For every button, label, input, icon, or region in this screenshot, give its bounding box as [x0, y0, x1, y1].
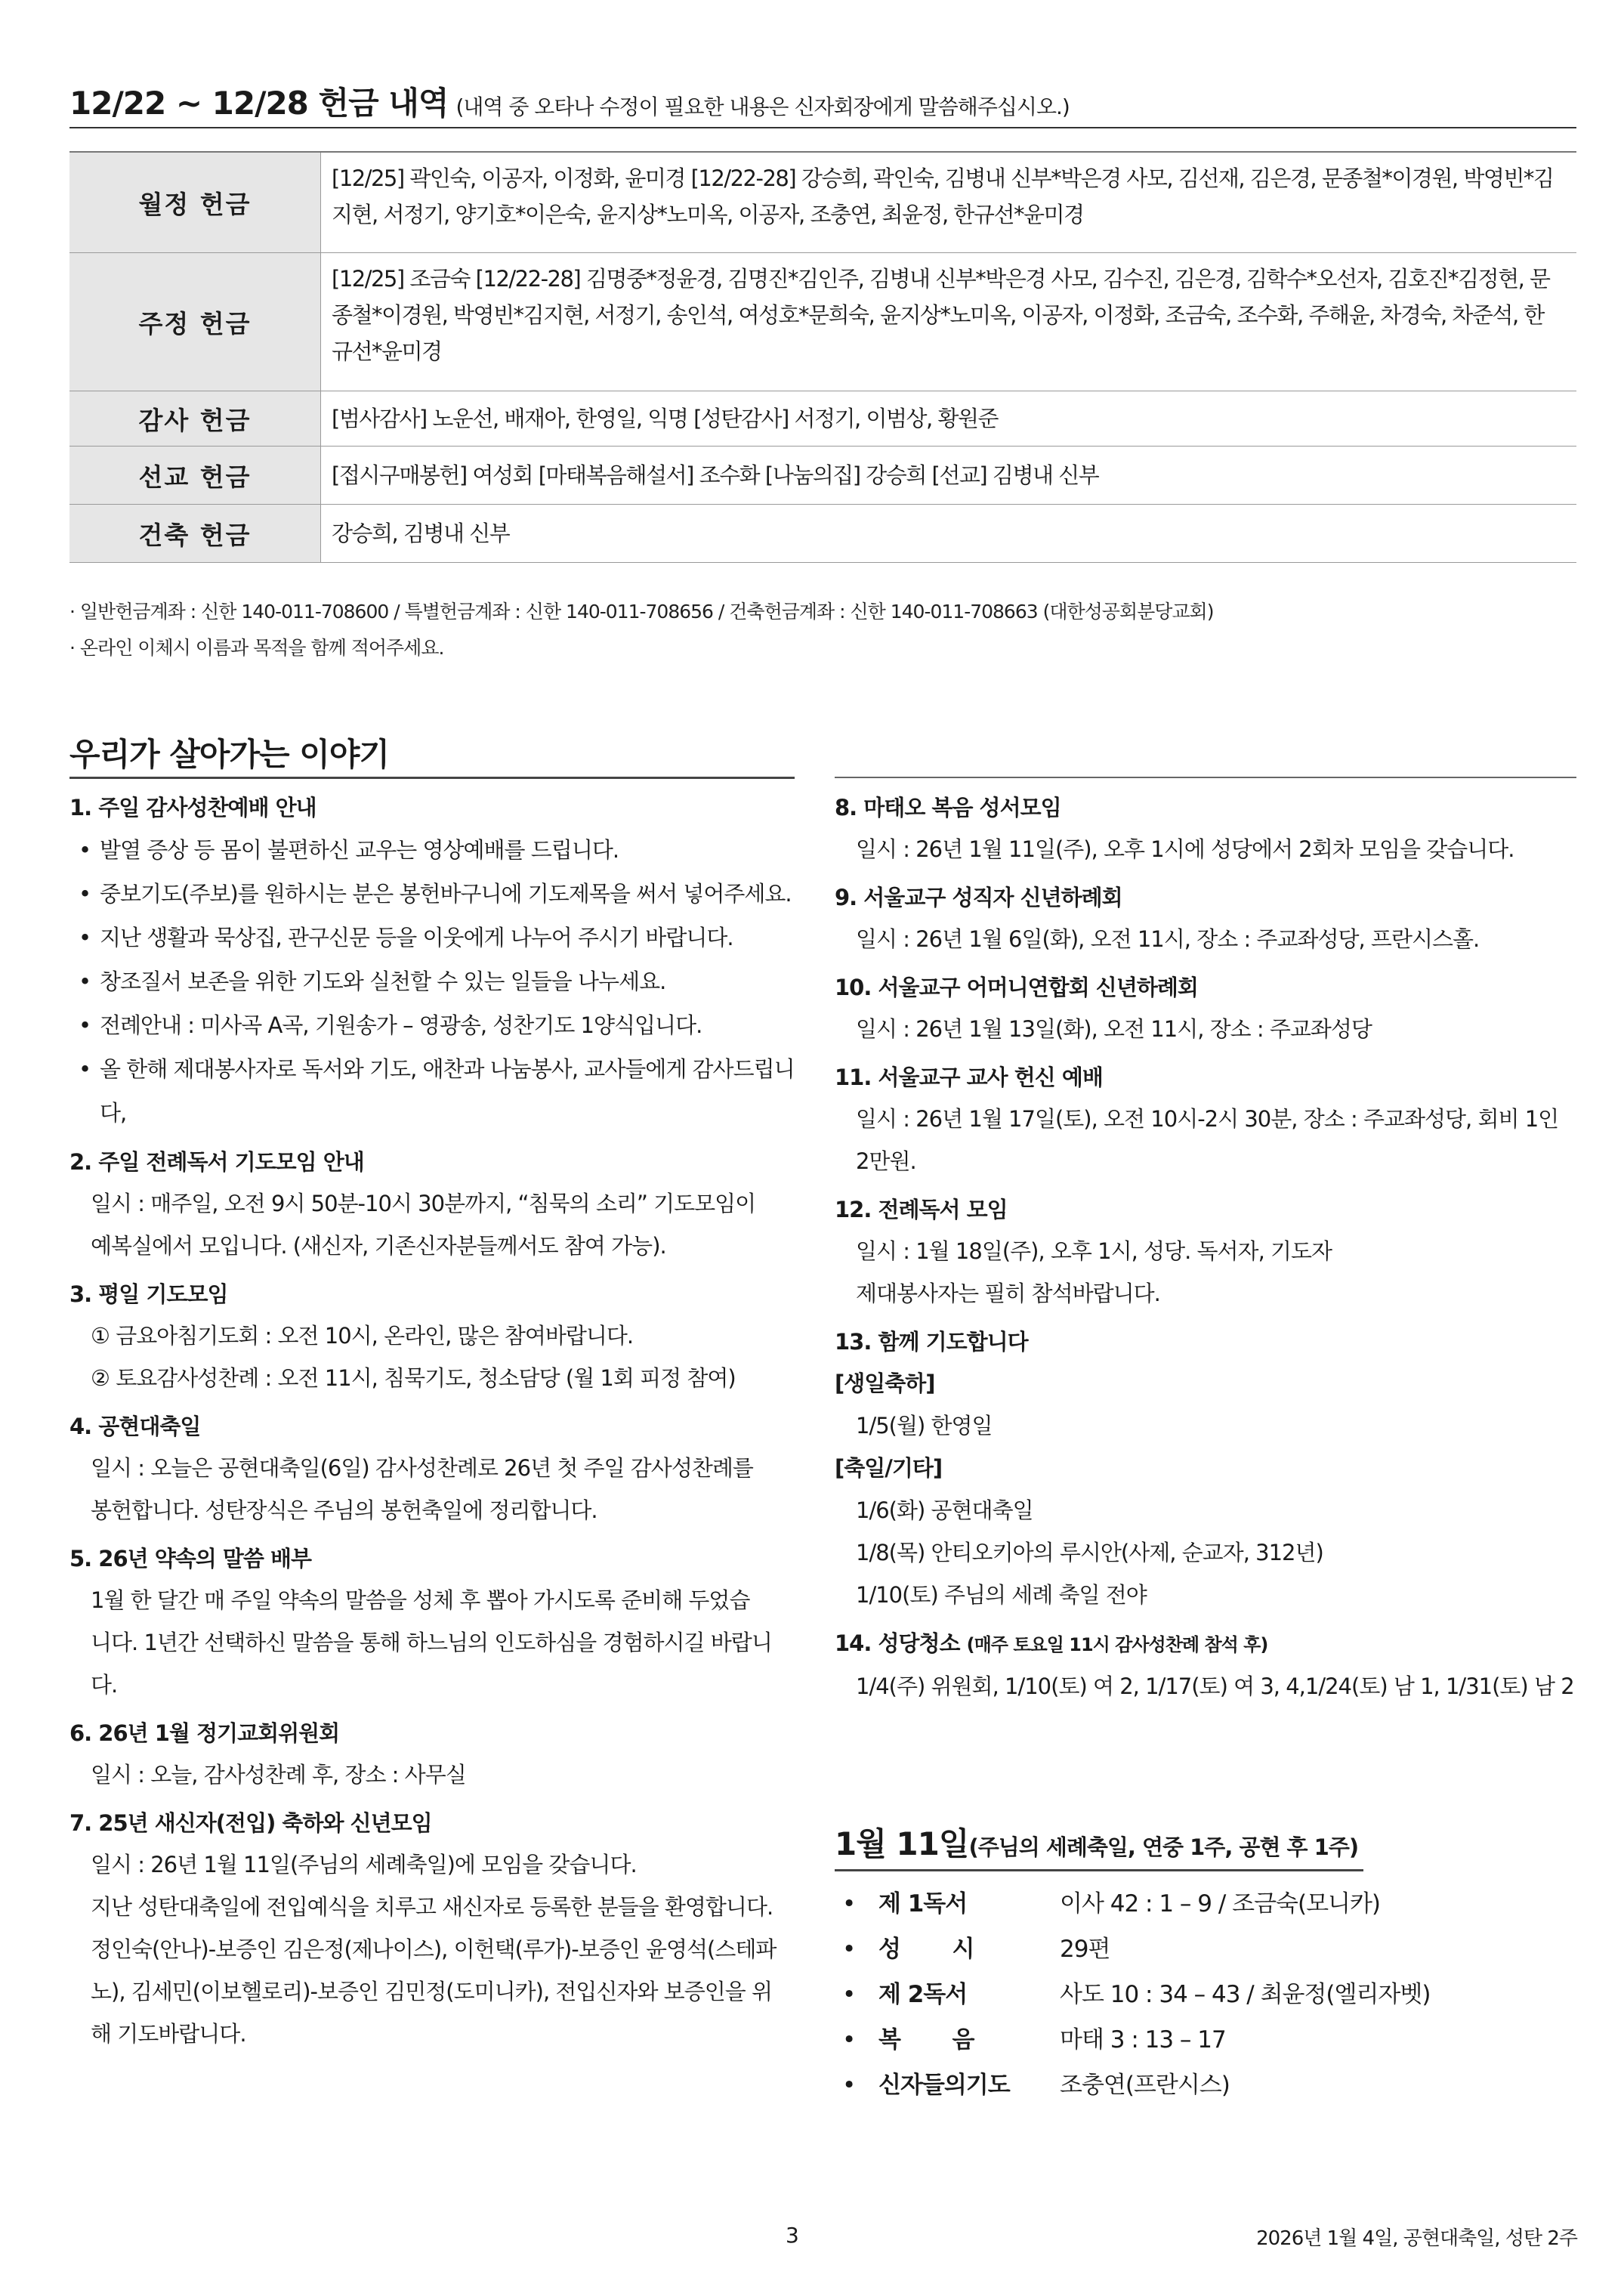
story-line: 일시 : 26년 1월 11일(주), 오후 1시에 성당에서 2회차 모임을 갖습니다. — [856, 836, 1514, 862]
offering-row-building — [69, 505, 1576, 563]
story-item — [69, 1538, 795, 1706]
offering-table — [69, 151, 1576, 563]
bullet-text: 창조질서 보존을 위한 기도와 실천할 수 있는 일들을 나누세요. — [100, 969, 666, 994]
offering-row-mission — [69, 447, 1576, 505]
story-line: 일시 : 26년 1월 13일(화), 오전 11시, 장소 : 주교좌성당 — [856, 1016, 1372, 1042]
bullet-text: 발열 증상 등 몸이 불편하신 교우는 영상예배를 드립니다. — [100, 837, 619, 863]
schedule-label: 복 음 — [878, 2026, 974, 2054]
offering-header-rule — [69, 127, 1576, 128]
story-item — [69, 787, 795, 1135]
schedule-subtitle: (주님의 세례축일, 연중 1주, 공현 후 1주) — [968, 1834, 1359, 1860]
story-item-title-note: (매주 토요일 11시 감사성찬례 참석 후) — [966, 1634, 1268, 1655]
story-line: ② 토요감사성찬례 : 오전 11시, 침묵기도, 청소담당 (월 1회 피정 참여) — [91, 1365, 736, 1391]
story-item — [835, 967, 1576, 1050]
bullet-item: • 올 한해 제대봉사자로 독서와 기도, 애찬과 나눔봉사, 교사들에게 감사드립니다, — [69, 1047, 795, 1135]
story-line: 1/4(주) 위원회, 1/10(토) 여 2, 1/17(토) 여 3, 4,1/24(토) 남 1, 1/31(토) 남 2 — [856, 1673, 1574, 1699]
story-item-title: 4. 공현대축일 — [69, 1414, 201, 1439]
right-column-rule — [835, 777, 1576, 778]
story-line: 봉헌합니다. 성탄장식은 주님의 봉헌축일에 정리합니다. — [91, 1497, 597, 1523]
offering-title: 12/22 ~ 12/28 헌금 내역 — [69, 85, 449, 122]
story-line: 다. — [91, 1672, 118, 1698]
footer-date: 2026년 1월 4일, 공현대축일, 성탄 2주 — [1256, 2227, 1577, 2250]
offering-header — [69, 76, 1556, 124]
story-line: 예복실에서 모입니다. (새신자, 기존신자분들께서도 참여 가능). — [91, 1233, 666, 1259]
schedule-label: 제 1독서 — [878, 1890, 968, 1918]
schedule-value: 마태 3 : 13 – 17 — [1060, 2026, 1226, 2054]
story-line: 일시 : 26년 1월 11일(주님의 세례축일)에 모임을 갖습니다. — [91, 1852, 637, 1877]
story-item-title: 11. 서울교구 교사 헌신 예배 — [835, 1065, 1103, 1090]
offering-content: [12/25] 조금숙 [12/22-28] 김명중*정윤경, 김명진*김인주, 김병내 신부*박은경 사모, 김수진, 김은경, 김학수*오선자, 김호진*김정현, 문종철*이경원, 박영빈*김지현, 서정기, 송인석, 여성호*문희숙, 윤지상*노미옥, 이공자, 이정화, 조금숙, 조수화, 주해윤, 차경숙, 차준석, 한규선*윤미경 — [320, 253, 1576, 391]
page-number: 3 — [786, 2223, 799, 2248]
story-line: 1월 한 달간 매 주일 약속의 말씀을 성체 후 뽑아 가시도록 준비해 두었습 — [91, 1587, 750, 1613]
story-line: ① 금요아침기도회 : 오전 10시, 온라인, 많은 참여바랍니다. — [91, 1323, 634, 1349]
schedule-row: • 제 2독서 사도 10 : 34 – 43 / 최윤정(엘리자벳) — [842, 1972, 1567, 2017]
offering-content: [12/25] 곽인숙, 이공자, 이정화, 윤미경 [12/22-28] 강승희, 곽인숙, 김병내 신부*박은경 사모, 김선재, 김은경, 문종철*이경원, 박영빈*김지현, 서정기, 양기호*이은숙, 윤지상*노미옥, 이공자, 조충연, 최윤정, 한규선*윤미경 — [320, 153, 1576, 252]
story-line: 일시 : 26년 1월 6일(화), 오전 11시, 장소 : 주교좌성당, 프란시스홀. — [856, 926, 1480, 952]
stories-right-column — [835, 787, 1576, 1714]
story-item-title: 6. 26년 1월 정기교회위원회 — [69, 1720, 340, 1746]
offering-content: 강승희, 김병내 신부 — [320, 505, 1576, 562]
schedule-label: 제 2독서 — [878, 1981, 968, 2008]
schedule-title — [835, 1819, 1358, 1865]
story-line: 제대봉사자는 필히 참석바랍니다. — [856, 1281, 1160, 1306]
story-item-title: 10. 서울교구 어머니연합회 신년하례회 — [835, 975, 1198, 1000]
story-line: 일시 : 오늘, 감사성찬례 후, 장소 : 사무실 — [91, 1762, 466, 1788]
story-item — [835, 1623, 1576, 1707]
offering-content: [접시구매봉헌] 여성회 [마태복음해설서] 조수화 [나눔의집] 강승희 [선교] 김병내 신부 — [320, 447, 1576, 504]
story-line: 일시 : 1월 18일(주), 오후 1시, 성당. 독서자, 기도자 — [856, 1238, 1332, 1264]
bullet-text: 전례안내 : 미사곡 A곡, 기원송가 – 영광송, 성찬기도 1양식입니다. — [100, 1012, 702, 1038]
schedule-value: 이사 42 : 1 – 9 / 조금숙(모니카) — [1060, 1890, 1381, 1918]
story-line: 1/5(월) 한영일 — [856, 1413, 993, 1439]
offering-label: 선교 헌금 — [69, 447, 320, 504]
offering-row-thanks — [69, 391, 1576, 447]
account-info: · 일반헌금계좌 : 신한 140-011-708600 / 특별헌금계좌 : 신한 140-011-708656 / 건축헌금계좌 : 신한 140-011-708663 (대한성공회분당교회) — [69, 601, 1214, 623]
story-item — [835, 1057, 1576, 1182]
story-line: 1/6(화) 공현대축일 — [856, 1497, 1033, 1523]
stories-title: 우리가 살아가는 이야기 — [69, 736, 389, 773]
schedule-value: 사도 10 : 34 – 43 / 최윤정(엘리자벳) — [1060, 1981, 1431, 2008]
story-line: 해 기도바랍니다. — [91, 2021, 246, 2047]
story-item — [835, 1321, 1576, 1616]
story-line: 니다. 1년간 선택하신 말씀을 통해 하느님의 인도하심을 경험하시길 바랍니 — [91, 1630, 772, 1655]
story-item — [835, 877, 1576, 960]
offering-label: 감사 헌금 — [69, 391, 320, 446]
schedule-row: • 제 1독서 이사 42 : 1 – 9 / 조금숙(모니카) — [842, 1881, 1567, 1927]
story-line: 일시 : 오늘은 공현대축일(6일) 감사성찬례로 26년 첫 주일 감사성찬례를 — [91, 1455, 753, 1481]
bullet-text: 지난 생활과 묵상집, 관구신문 등을 이웃에게 나누어 주시기 바랍니다. — [100, 925, 733, 950]
story-item-title: 1. 주일 감사성찬예배 안내 — [69, 795, 316, 820]
schedule-value: 조충연(프란시스) — [1060, 2072, 1230, 2099]
story-item-title: 9. 서울교구 성직자 신년하례회 — [835, 885, 1122, 910]
schedule-label: 신자들의기도 — [878, 2072, 1010, 2099]
schedule-title-rule — [835, 1869, 1363, 1871]
bullet-text: 올 한해 제대봉사자로 독서와 기도, 애찬과 나눔봉사, 교사들에게 감사드립니다, — [100, 1056, 795, 1126]
story-item-title: 5. 26년 약속의 말씀 배부 — [69, 1546, 312, 1571]
story-line: 1/10(토) 주님의 세례 축일 전야 — [856, 1582, 1147, 1608]
account-note: · 온라인 이체시 이름과 목적을 함께 적어주세요. — [69, 637, 444, 659]
story-item-title-text: 14. 성당청소 — [835, 1630, 960, 1656]
bullet-item: • 전례안내 : 미사곡 A곡, 기원송가 – 영광송, 성찬기도 1양식입니다. — [69, 1003, 795, 1047]
story-item — [835, 787, 1576, 870]
story-line: 노), 김세민(이보헬로리)-보증인 김민정(도미니카), 전입신자와 보증인을 위 — [91, 1979, 772, 2004]
offering-label: 월정 헌금 — [69, 153, 320, 252]
story-item — [69, 1713, 795, 1796]
stories-left-column — [69, 787, 795, 2062]
offering-note: (내역 중 오타나 수정이 필요한 내용은 신자회장에게 말씀해주십시오.) — [455, 94, 1070, 119]
schedule-date: 1월 11일 — [835, 1825, 969, 1862]
story-line: 일시 : 26년 1월 17일(토), 오전 10시-2시 30분, 장소 : 주교좌성당, 회비 1인 — [856, 1106, 1559, 1132]
story-item — [835, 1189, 1576, 1315]
story-item-title: 7. 25년 새신자(전입) 축하와 신년모임 — [69, 1810, 432, 1836]
bullet-item: • 지난 생활과 묵상집, 관구신문 등을 이웃에게 나누어 주시기 바랍니다. — [69, 916, 795, 960]
story-line: 1/8(목) 안티오키아의 루시안(사제, 순교자, 312년) — [856, 1540, 1323, 1565]
story-item — [69, 1142, 795, 1267]
schedule-label: 성 시 — [878, 1936, 974, 1963]
story-line: 2만원. — [856, 1148, 916, 1174]
story-item-title: 13. 함께 기도합니다 — [835, 1329, 1028, 1355]
offering-row-weekly — [69, 253, 1576, 391]
story-item-title: 3. 평일 기도모임 — [69, 1281, 228, 1307]
schedule-row: • 성 시 29편 — [842, 1927, 1567, 1972]
offering-content: [범사감사] 노운선, 배재아, 한영일, 익명 [성탄감사] 서정기, 이범상, 황원준 — [320, 391, 1576, 446]
offering-row-monthly — [69, 153, 1576, 253]
story-line: 지난 성탄대축일에 전입예식을 치루고 새신자로 등록한 분들을 환영합니다. — [91, 1894, 773, 1920]
stories-title-rule — [69, 777, 795, 779]
bullet-text: 중보기도(주보)를 원하시는 분은 봉헌바구니에 기도제목을 써서 넣어주세요. — [100, 881, 792, 907]
story-item — [69, 1274, 795, 1399]
story-item-title: 12. 전례독서 모임 — [835, 1197, 1008, 1222]
schedule-list — [842, 1881, 1567, 2108]
story-line: 정인숙(안나)-보증인 김은정(제나이스), 이헌택(루가)-보증인 윤영석(스테파 — [91, 1936, 776, 1962]
bullet-item: • 발열 증상 등 몸이 불편하신 교우는 영상예배를 드립니다. — [69, 828, 795, 872]
schedule-row: • 신자들의기도 조충연(프란시스) — [842, 2063, 1567, 2108]
offering-label: 건축 헌금 — [69, 505, 320, 562]
offering-label: 주정 헌금 — [69, 253, 320, 391]
story-item — [69, 1803, 795, 2055]
story-item-title: 8. 마태오 복음 성서모임 — [835, 795, 1061, 820]
story-item-title: 2. 주일 전례독서 기도모임 안내 — [69, 1149, 364, 1175]
story-line: 일시 : 매주일, 오전 9시 50분-10시 30분까지, “침묵의 소리” 기도모임이 — [91, 1191, 756, 1216]
bullet-item: • 창조질서 보존을 위한 기도와 실천할 수 있는 일들을 나누세요. — [69, 960, 795, 1003]
story-item-title — [835, 1623, 1576, 1665]
prayer-group-head: [생일축하] — [835, 1371, 935, 1396]
story-item — [69, 1406, 795, 1531]
schedule-row: • 복 음 마태 3 : 13 – 17 — [842, 2017, 1567, 2063]
bullet-item: • 중보기도(주보)를 원하시는 분은 봉헌바구니에 기도제목을 써서 넣어주세요. — [69, 872, 795, 916]
schedule-value: 29편 — [1060, 1936, 1110, 1963]
prayer-group-head: [축일/기타] — [835, 1455, 943, 1481]
